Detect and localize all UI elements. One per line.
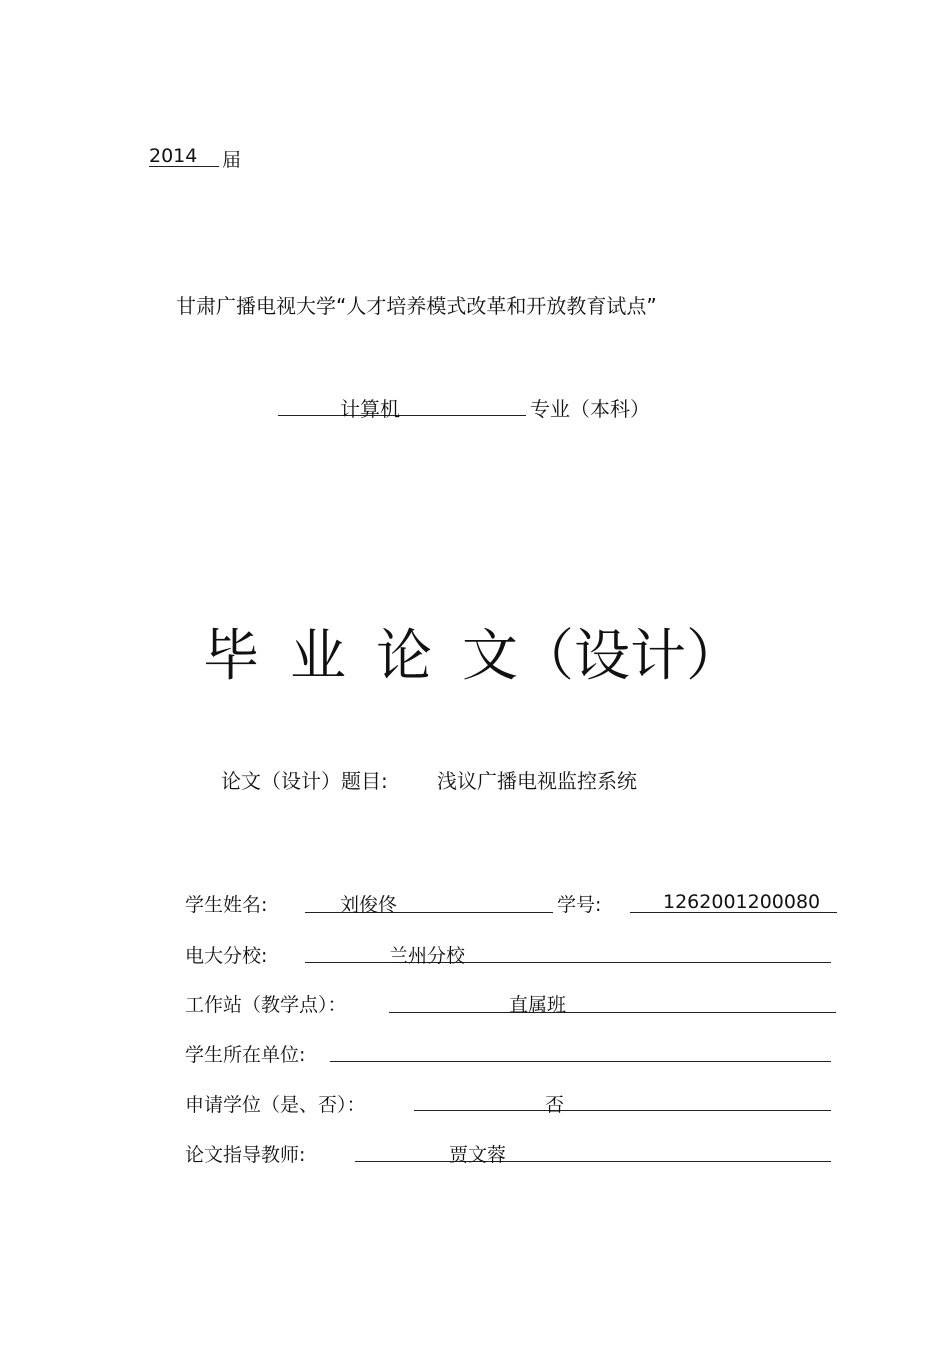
branch-underline [305,962,831,963]
station-underline [389,1012,836,1013]
degree-label: 申请学位（是、否）： [185,1094,366,1116]
main-title-rest: 文（设计） [462,624,742,689]
program-line: 甘肃广播电视大学“人才培养模式改革和开放教育试点” [176,294,657,318]
year-suffix: 届 [222,149,242,171]
branch-value: 兰州分校 [389,945,466,967]
major-value: 计算机 [340,397,400,421]
station-label: 工作站（教学点）： [185,994,347,1016]
unit-label: 学生所在单位: [185,1044,306,1066]
main-title-char-1: 毕 [203,624,259,689]
station-value: 直属班 [509,994,567,1016]
year-underline [149,166,219,167]
unit-underline [330,1061,831,1062]
year-value: 2014 [149,145,198,167]
branch-label: 电大分校: [185,945,268,967]
degree-underline [414,1110,831,1111]
main-title-char-3: 论 [376,624,432,689]
advisor-label: 论文指导教师: [185,1144,306,1166]
degree-value: 否 [545,1094,565,1116]
student-id-label: 学号: [557,894,602,916]
main-title-char-2: 业 [290,624,346,689]
major-underline [278,415,526,416]
student-name-label: 学生姓名: [185,894,268,916]
advisor-value: 贾文蓉 [449,1144,507,1166]
topic-value: 浅议广播电视监控系统 [437,769,637,793]
graduation-year [149,145,197,167]
topic-label: 论文（设计）题目: [221,769,388,793]
major-suffix: 专业（本科） [530,397,650,421]
student-name-value: 刘俊佟 [340,894,398,916]
advisor-underline [355,1161,831,1162]
student-id-value: 1262001200080 [663,891,821,913]
